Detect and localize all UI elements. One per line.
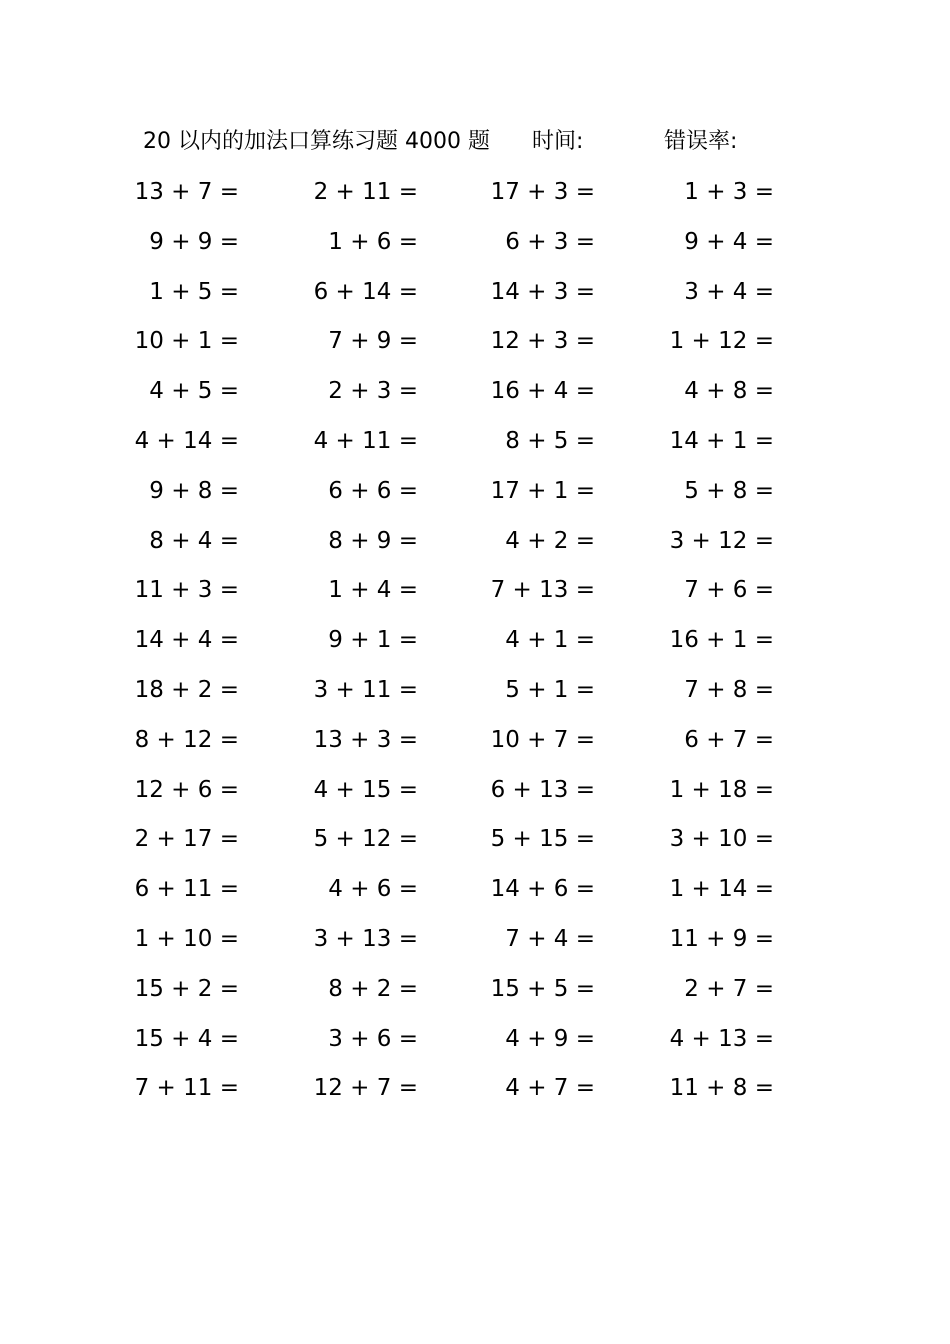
addition-problem: 1 + 10 = [134, 925, 239, 952]
error-rate-label: 错误率: [664, 129, 738, 154]
problem-grid [0, 170, 950, 1116]
addition-problem: 4 + 14 = [134, 427, 239, 454]
addition-problem: 9 + 9 = [149, 228, 239, 255]
addition-problem: 1 + 5 = [149, 278, 239, 305]
problem-row [0, 1066, 950, 1116]
addition-problem: 8 + 4 = [149, 527, 239, 554]
addition-problem: 3 + 4 = [684, 278, 774, 305]
addition-problem: 6 + 6 = [328, 477, 418, 504]
addition-problem: 8 + 9 = [328, 527, 418, 554]
addition-problem: 5 + 8 = [684, 477, 774, 504]
addition-problem: 7 + 8 = [684, 676, 774, 703]
addition-problem: 4 + 6 = [328, 876, 418, 903]
problem-row [0, 568, 950, 618]
addition-problem: 3 + 11 = [313, 676, 418, 703]
addition-problem: 10 + 1 = [134, 328, 239, 355]
problem-row [0, 917, 950, 967]
addition-problem: 18 + 2 = [134, 676, 239, 703]
addition-problem: 13 + 3 = [313, 726, 418, 753]
addition-problem: 6 + 3 = [505, 228, 595, 255]
addition-problem: 14 + 3 = [490, 278, 595, 305]
addition-problem: 16 + 4 = [490, 378, 595, 405]
addition-problem: 1 + 4 = [328, 577, 418, 604]
addition-problem: 9 + 4 = [684, 228, 774, 255]
addition-problem: 6 + 13 = [490, 776, 595, 803]
problem-row [0, 718, 950, 768]
addition-problem: 3 + 6 = [328, 1025, 418, 1052]
addition-problem: 7 + 9 = [328, 328, 418, 355]
worksheet-title: 20 以内的加法口算练习题 4000 题 [143, 129, 490, 154]
addition-problem: 15 + 4 = [134, 1025, 239, 1052]
addition-problem: 4 + 1 = [505, 627, 595, 654]
addition-problem: 3 + 10 = [669, 826, 774, 853]
addition-problem: 2 + 7 = [684, 975, 774, 1002]
addition-problem: 8 + 12 = [134, 726, 239, 753]
addition-problem: 5 + 1 = [505, 676, 595, 703]
addition-problem: 8 + 5 = [505, 427, 595, 454]
addition-problem: 11 + 3 = [134, 577, 239, 604]
addition-problem: 6 + 11 = [134, 876, 239, 903]
addition-problem: 1 + 6 = [328, 228, 418, 255]
addition-problem: 3 + 13 = [313, 925, 418, 952]
addition-problem: 15 + 5 = [490, 975, 595, 1002]
addition-problem: 7 + 4 = [505, 925, 595, 952]
addition-problem: 5 + 12 = [313, 826, 418, 853]
addition-problem: 1 + 14 = [669, 876, 774, 903]
addition-problem: 5 + 15 = [490, 826, 595, 853]
problem-row [0, 469, 950, 519]
addition-problem: 4 + 8 = [684, 378, 774, 405]
problem-row [0, 270, 950, 320]
addition-problem: 14 + 1 = [669, 427, 774, 454]
worksheet-header [0, 124, 950, 160]
addition-problem: 14 + 6 = [490, 876, 595, 903]
addition-problem: 13 + 7 = [134, 179, 239, 205]
addition-problem: 17 + 3 = [490, 179, 595, 205]
problem-row [0, 170, 950, 220]
addition-problem: 2 + 17 = [134, 826, 239, 853]
problem-row [0, 768, 950, 818]
addition-problem: 11 + 8 = [669, 1075, 774, 1102]
addition-problem: 9 + 1 = [328, 627, 418, 654]
addition-problem: 6 + 14 = [313, 278, 418, 305]
addition-problem: 1 + 12 = [669, 328, 774, 355]
addition-problem: 11 + 9 = [669, 925, 774, 952]
problem-row [0, 618, 950, 668]
time-label: 时间: [532, 129, 584, 154]
addition-problem: 7 + 13 = [490, 577, 595, 604]
addition-problem: 4 + 9 = [505, 1025, 595, 1052]
addition-problem: 4 + 11 = [313, 427, 418, 454]
problem-row [0, 668, 950, 718]
problem-row [0, 1017, 950, 1067]
addition-problem: 1 + 18 = [669, 776, 774, 803]
addition-problem: 4 + 13 = [669, 1025, 774, 1052]
addition-problem: 16 + 1 = [669, 627, 774, 654]
problem-row [0, 319, 950, 369]
addition-problem: 14 + 4 = [134, 627, 239, 654]
addition-problem: 10 + 7 = [490, 726, 595, 753]
problem-row [0, 867, 950, 917]
addition-problem: 15 + 2 = [134, 975, 239, 1002]
addition-problem: 7 + 6 = [684, 577, 774, 604]
addition-problem: 4 + 7 = [505, 1075, 595, 1102]
addition-problem: 12 + 6 = [134, 776, 239, 803]
addition-problem: 2 + 11 = [313, 179, 418, 205]
addition-problem: 4 + 5 = [149, 378, 239, 405]
problem-row [0, 220, 950, 270]
problem-row [0, 519, 950, 569]
addition-problem: 4 + 15 = [313, 776, 418, 803]
problem-row [0, 817, 950, 867]
addition-problem: 12 + 7 = [313, 1075, 418, 1102]
addition-problem: 1 + 3 = [684, 179, 774, 205]
addition-problem: 9 + 8 = [149, 477, 239, 504]
addition-problem: 6 + 7 = [684, 726, 774, 753]
problem-row [0, 369, 950, 419]
addition-problem: 2 + 3 = [328, 378, 418, 405]
addition-problem: 4 + 2 = [505, 527, 595, 554]
problem-row [0, 419, 950, 469]
addition-problem: 3 + 12 = [669, 527, 774, 554]
addition-problem: 12 + 3 = [490, 328, 595, 355]
addition-problem: 8 + 2 = [328, 975, 418, 1002]
addition-problem: 17 + 1 = [490, 477, 595, 504]
addition-problem: 7 + 11 = [134, 1075, 239, 1102]
problem-row [0, 967, 950, 1017]
